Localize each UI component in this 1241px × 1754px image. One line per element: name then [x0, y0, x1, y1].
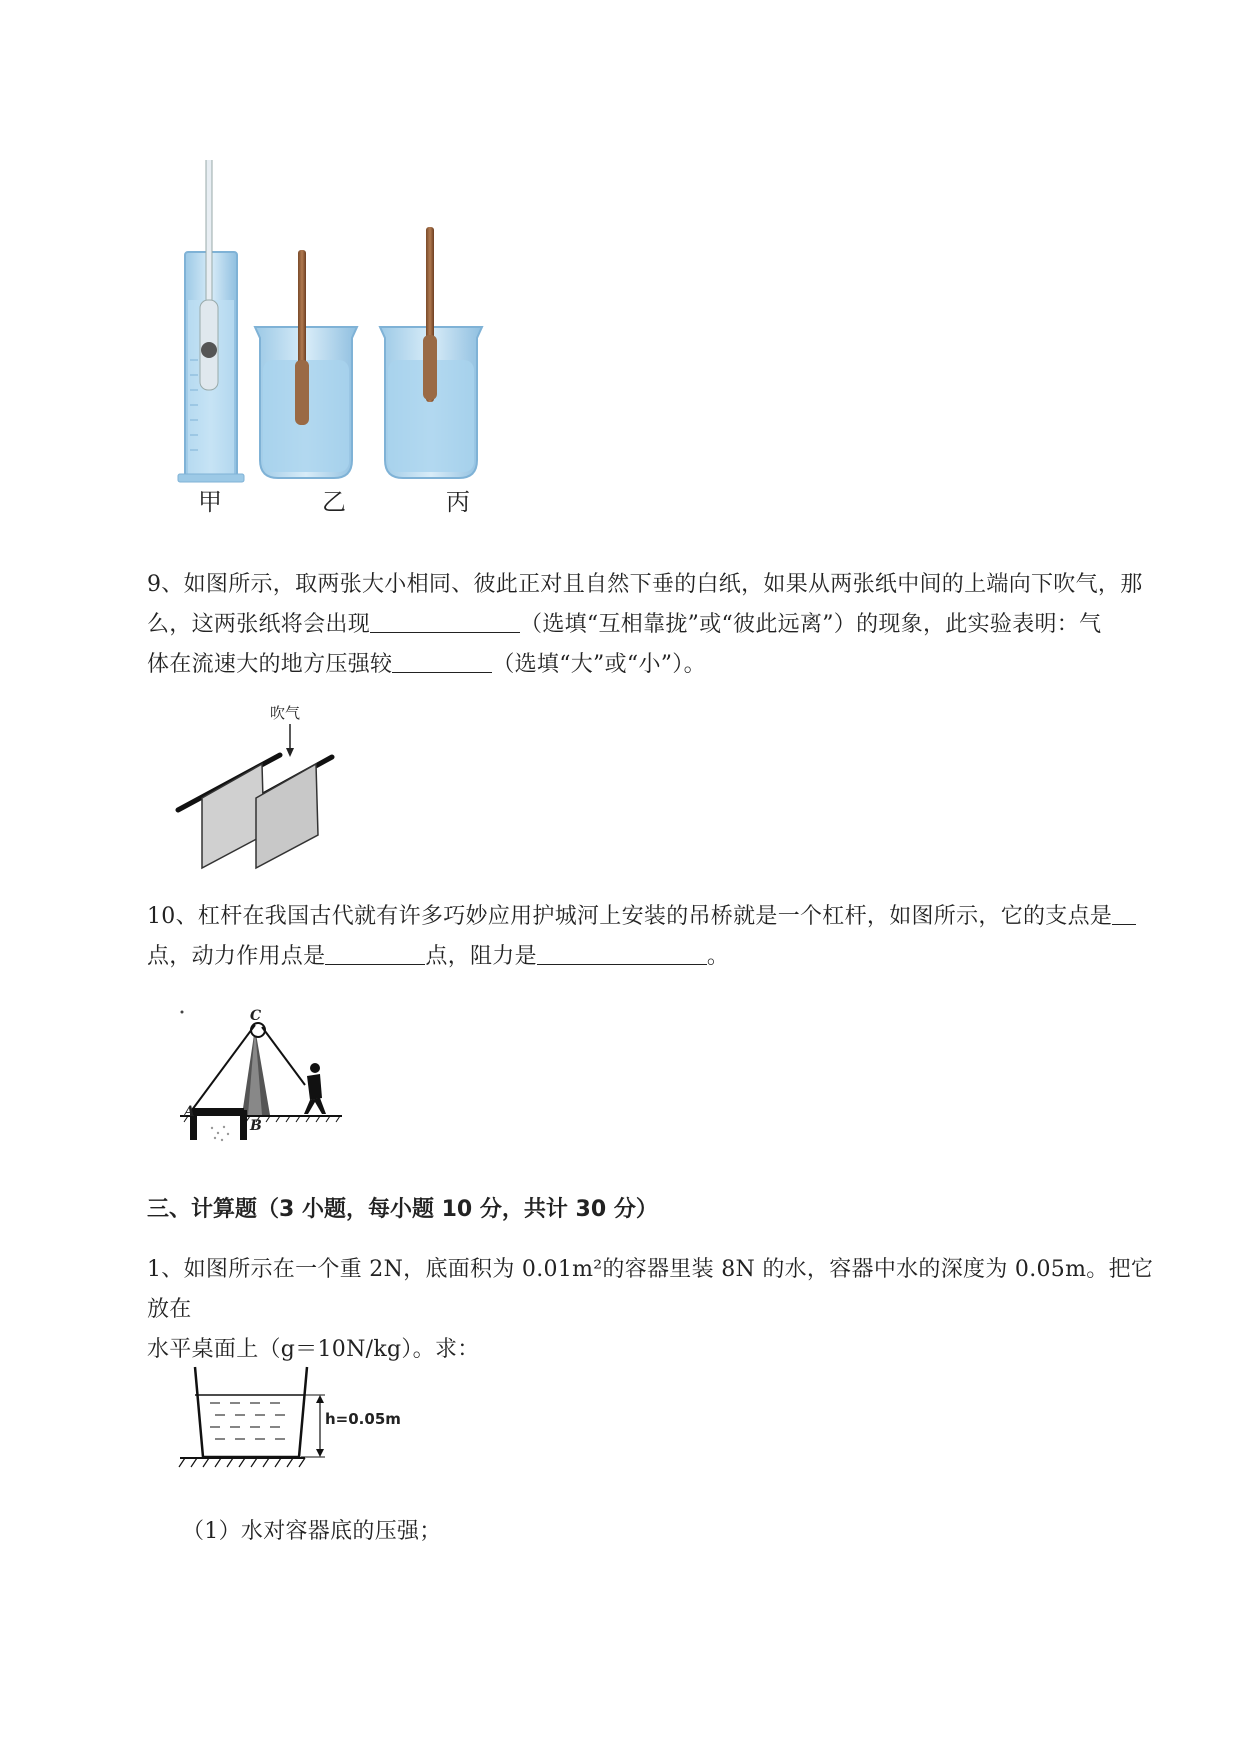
label-yi: 乙	[322, 488, 346, 516]
q10-blank-3[interactable]	[537, 940, 707, 965]
q10-line1: 10、杠杆在我国古代就有许多巧妙应用护城河上安装的吊桥就是一个杠杆，如图所示，它的支点是	[147, 897, 1159, 937]
figure-drawbridge	[170, 1000, 350, 1155]
drawbridge-label-a: A	[184, 1104, 195, 1120]
calc-question-1	[147, 1250, 1159, 1370]
beaker-bing	[380, 227, 482, 478]
height-label: h=0.05m	[325, 1410, 401, 1428]
hydrometer-illustration	[170, 160, 540, 520]
q9-blank-1[interactable]	[370, 608, 520, 633]
q9-blank-2[interactable]	[392, 648, 492, 673]
calc1-sub-question-1: （1）水对容器底的压强；	[182, 1519, 442, 1544]
figure-hydrometers	[170, 160, 540, 520]
calc1-line2: 水平桌面上（g＝10N/kg）。求：	[147, 1337, 480, 1362]
label-jia: 甲	[198, 488, 222, 516]
q10-line2: 点，动力作用点是 点，阻力是 。	[147, 937, 1159, 977]
q10-blank-1[interactable]	[1112, 900, 1136, 925]
cylinder-jia	[178, 160, 244, 482]
blow-label: 吹气	[270, 704, 301, 722]
question-9	[147, 565, 1159, 685]
beaker-yi	[255, 250, 357, 478]
label-bing: 丙	[446, 488, 470, 516]
question-10	[147, 897, 1159, 977]
q10-blank-2[interactable]	[325, 940, 425, 965]
calc1-line1: 1、如图所示在一个重 2N，底面积为 0.01m²的容器里装 8N 的水，容器中水的深度为 0.05m。把它放在	[147, 1257, 1154, 1322]
drawbridge-label-b: B	[250, 1118, 262, 1134]
figure-paper-blowing	[170, 700, 350, 875]
figure-container	[175, 1365, 401, 1475]
q9-line1: 9、如图所示，取两张大小相同、彼此正对且自然下垂的白纸，如果从两张纸中间的上端向下吹气，那	[147, 572, 1143, 597]
section-3-heading: 三、计算题（3 小题，每小题 10 分，共计 30 分）	[147, 1197, 658, 1222]
drawbridge-label-c: C	[250, 1008, 262, 1024]
q9-line3: 体在流速大的地方压强较 （选填“大”或“小”）。	[147, 645, 1159, 685]
paper-blowing-illustration	[170, 700, 350, 875]
q9-line2: 么，这两张纸将会出现 （选填“互相靠拢”或“彼此远离”）的现象，此实验表明：气	[147, 605, 1159, 645]
